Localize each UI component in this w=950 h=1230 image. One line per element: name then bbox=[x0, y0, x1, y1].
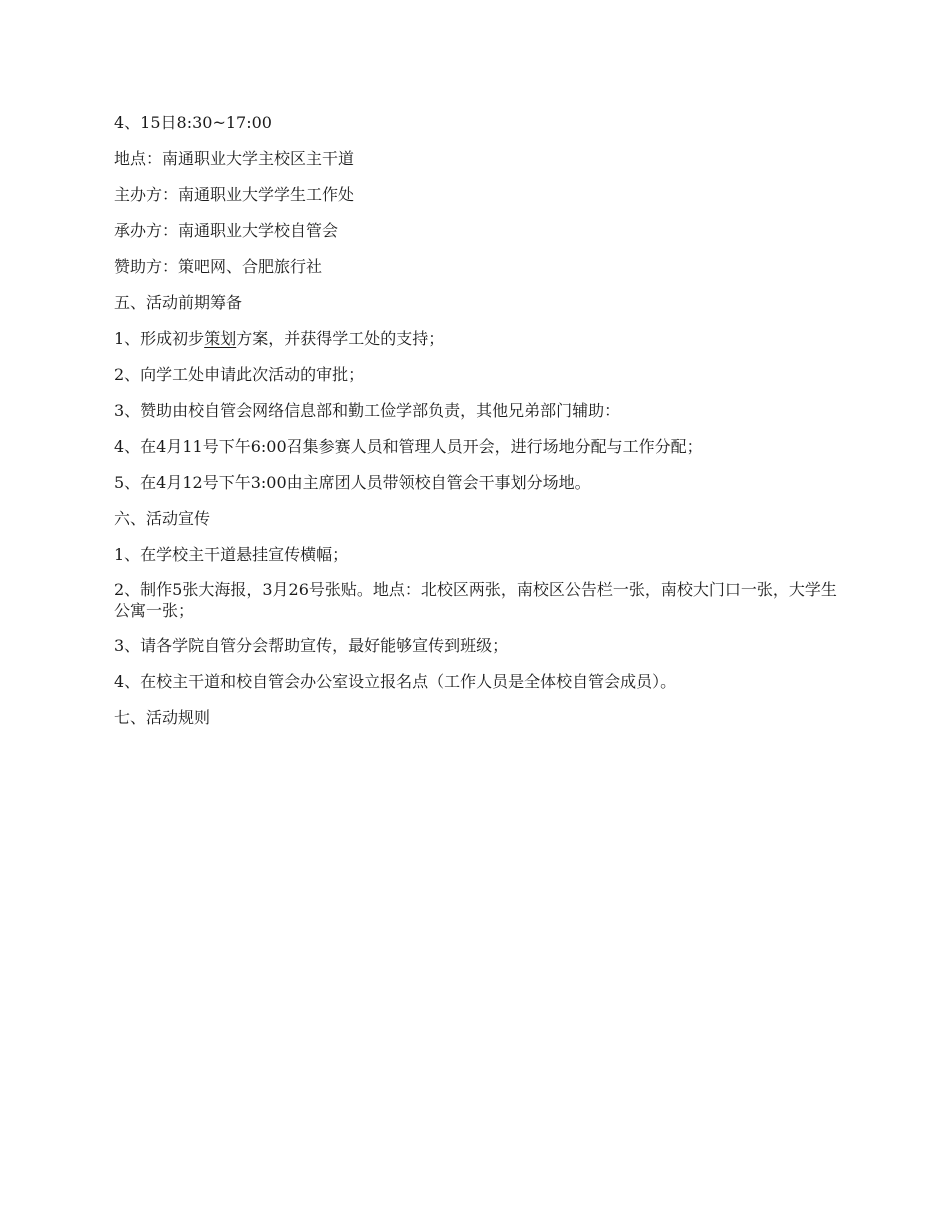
preparation-item-1 bbox=[114, 327, 844, 350]
preparation-item-1-after: 方案，并获得学工处的支持； bbox=[236, 329, 445, 348]
document-body bbox=[114, 111, 844, 742]
preparation-item-5: 5、在4月12号下午3:00由主席团人员带领校自管会干事划分场地。 bbox=[114, 473, 591, 492]
preparation-item-3: 3、赞助由校自管会网络信息部和勤工俭学部负责，其他兄弟部门辅助： bbox=[114, 401, 621, 420]
publicity-item-1: 1、在学校主干道悬挂宣传横幅； bbox=[114, 545, 349, 564]
publicity-item-4: 4、在校主干道和校自管会办公室设立报名点（工作人员是全体校自管会成员）。 bbox=[114, 672, 677, 691]
section-heading-publicity: 六、活动宣传 bbox=[114, 509, 211, 528]
publicity-item-2: 2、制作5张大海报，3月26号张贴。地点：北校区两张，南校区公告栏一张，南校大门口一张，大学生公寓一张； bbox=[114, 580, 837, 620]
preparation-item-2: 2、向学工处申请此次活动的审批； bbox=[114, 365, 365, 384]
host-line: 承办方：南通职业大学校自管会 bbox=[114, 221, 339, 240]
sponsor-line: 赞助方：策吧网、合肥旅行社 bbox=[114, 257, 323, 276]
venue-line: 地点：南通职业大学主校区主干道 bbox=[114, 149, 355, 168]
section-heading-rules: 七、活动规则 bbox=[114, 708, 211, 727]
preparation-item-4: 4、在4月11号下午6:00召集参赛人员和管理人员开会，进行场地分配与工作分配； bbox=[114, 437, 703, 456]
organizer-line: 主办方：南通职业大学学生工作处 bbox=[114, 185, 355, 204]
preparation-item-1-before: 1、形成初步 bbox=[114, 329, 205, 348]
schedule-line: 4、15日8:30~17:00 bbox=[114, 113, 272, 132]
publicity-item-3: 3、请各学院自管分会帮助宣传，最好能够宣传到班级； bbox=[114, 636, 509, 655]
planning-link[interactable]: 策划 bbox=[204, 329, 237, 348]
section-heading-preparation: 五、活动前期筹备 bbox=[114, 293, 243, 312]
